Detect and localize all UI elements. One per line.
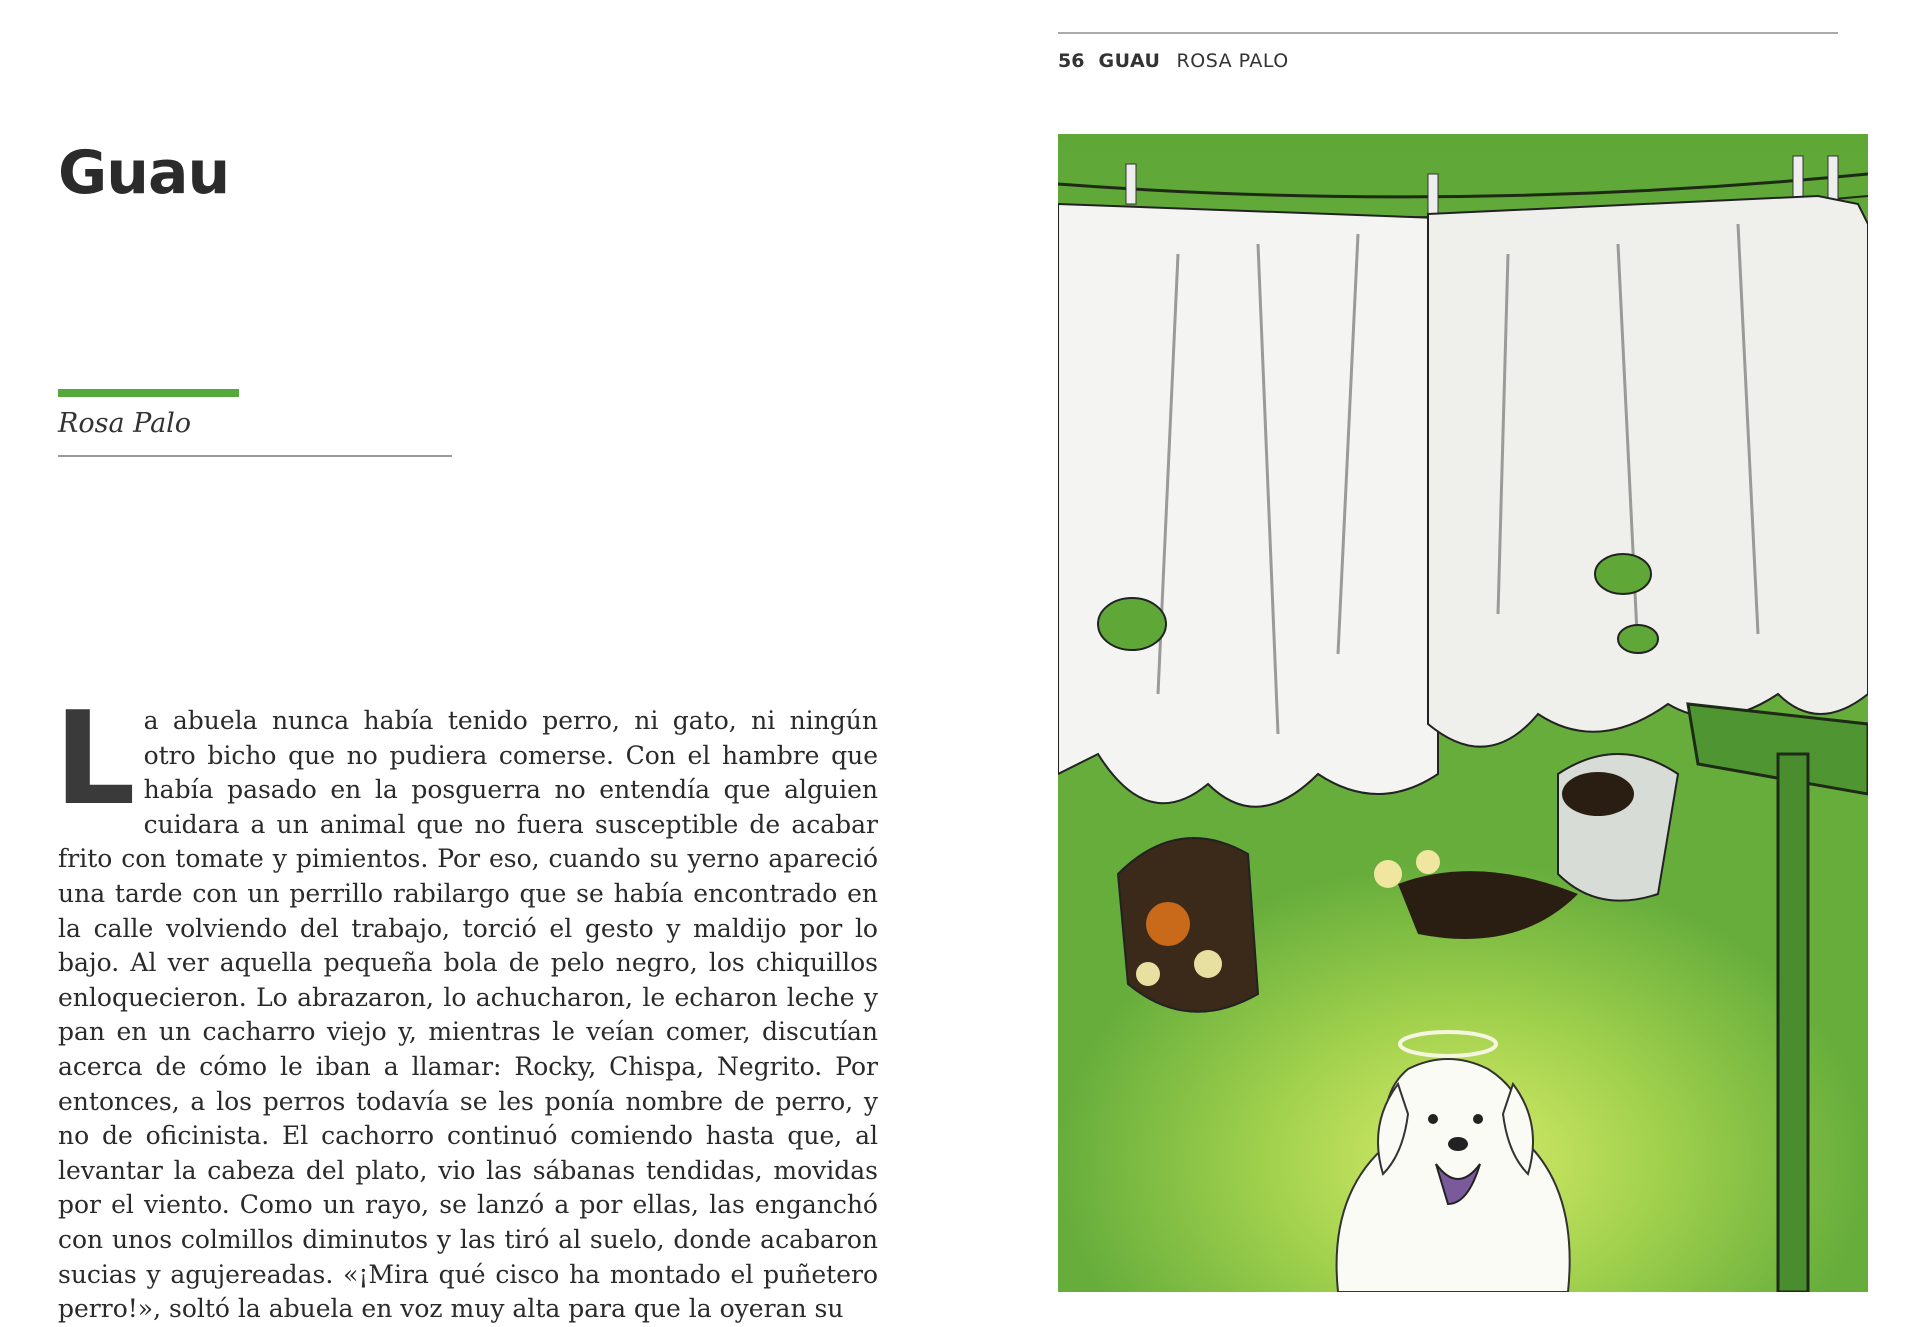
author-byline: Rosa Palo bbox=[58, 408, 192, 439]
running-title: GUAU bbox=[1098, 50, 1161, 72]
page-number: 56 bbox=[1058, 50, 1085, 72]
sheet-hole bbox=[1618, 625, 1658, 653]
running-author: ROSA PALO bbox=[1176, 50, 1289, 72]
running-head bbox=[1058, 50, 1289, 72]
sheet-hole bbox=[1098, 598, 1166, 650]
clothespin-icon bbox=[1793, 156, 1803, 200]
bed-sheet bbox=[1428, 196, 1868, 747]
clothespin-icon bbox=[1828, 156, 1838, 200]
story-body bbox=[54, 685, 878, 1327]
broken-flower-pot bbox=[1118, 838, 1258, 1012]
article-title: Guau bbox=[58, 138, 230, 208]
dog-with-halo-illustration bbox=[1058, 134, 1868, 1292]
sheet-hole bbox=[1595, 554, 1651, 594]
drop-cap: L bbox=[54, 685, 136, 834]
header-rule bbox=[1058, 32, 1838, 34]
body-paragraph: a abuela nunca había tenido perro, ni gato, ni ningún otro bicho que no pudiera comerse. Con el hambre que había pasado en la posguerra no entendía que alguien cuidara a un animal que no fuera susceptible de acabar frito con tomate y pimientos. Por eso, cuando su yerno apareció una tarde con un perrillo rabilargo que se había encontrado en la calle volviendo del trabajo, torció el gesto y maldijo por lo bajo. Al ver aquella pequeña bola de pelo negro, los chiquillos enloquecieron. Lo abrazaron, lo achucharon, le echaron leche y pan en un cacharro viejo y, mientras le veían comer, discutían acerca de cómo le iban a llamar: Rocky, Chispa, Negrito. Por entonces, a los perros todavía se les ponía nombre de perro, y no de oficinista. El cachorro continuó comiendo hasta que, al levantar la cabeza del plato, vio las sábanas tendidas, movidas por el viento. Como un rayo, se lanzó a por ellas, las enganchó con unos colmillos diminutos y las tiró al suelo, donde acabaron sucias y agujereadas. «¡Mira qué cisco ha montado el puñetero perro!», soltó la abuela en voz muy alta para que la oyeran su bbox=[58, 706, 878, 1324]
illustration-svg bbox=[1058, 134, 1868, 1292]
bed-sheet bbox=[1058, 204, 1438, 807]
clothespin-icon bbox=[1428, 174, 1438, 214]
left-page bbox=[0, 0, 960, 1322]
right-page bbox=[960, 0, 1920, 1322]
byline-divider bbox=[58, 455, 452, 457]
accent-rule bbox=[58, 389, 239, 397]
clothespin-icon bbox=[1126, 164, 1136, 204]
